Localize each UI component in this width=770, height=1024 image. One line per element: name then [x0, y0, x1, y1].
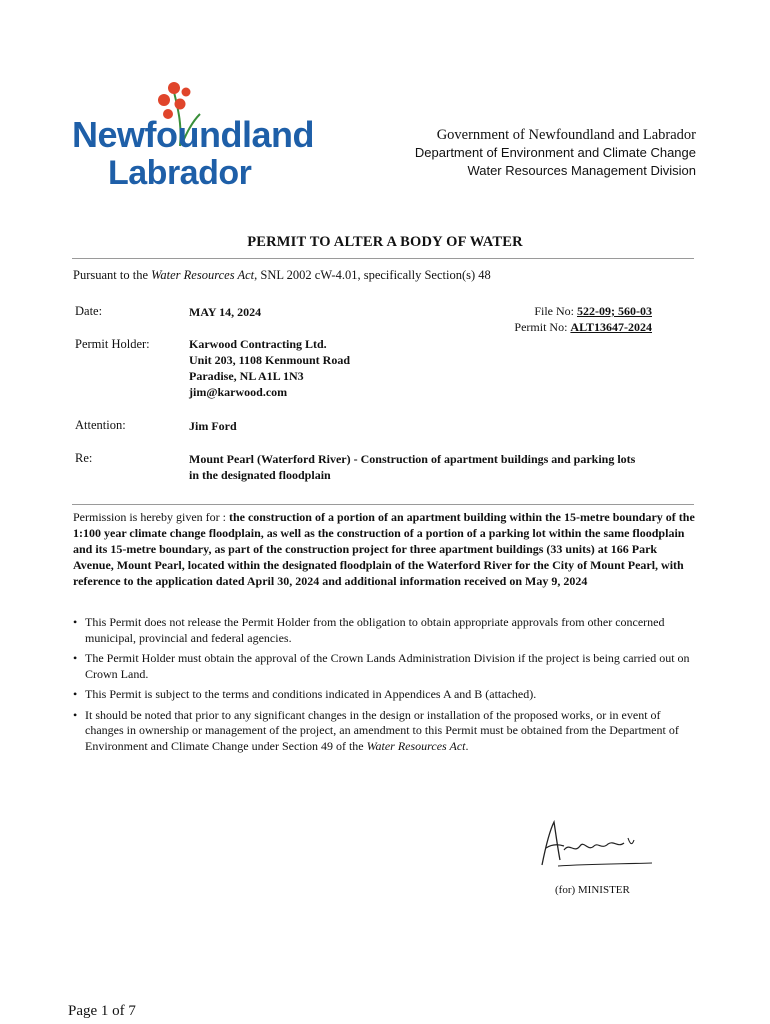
attention-label: Attention: [75, 418, 126, 432]
attention-value: Jim Ford [189, 419, 237, 433]
permission-paragraph [73, 509, 697, 589]
newfoundland-labrador-logo [70, 74, 314, 194]
holder-line: Unit 203, 1108 Kenmount Road [189, 353, 351, 367]
pursuant-prefix: Pursuant to the [73, 268, 152, 282]
file-no-label: File No: [534, 304, 577, 318]
logo-word-labrador: Labrador [108, 154, 252, 192]
holder-email: jim@karwood.com [189, 385, 288, 399]
government-name: Government of Newfoundland and Labrador [436, 127, 696, 143]
condition-text: This Permit is subject to the terms and conditions indicated in Appendices A and B (attached). [85, 687, 537, 701]
file-permit-numbers [514, 303, 652, 335]
signature-caption: (for) MINISTER [555, 884, 630, 896]
list-item [73, 687, 697, 703]
permit-no-line [514, 319, 652, 335]
list-item [73, 651, 697, 682]
file-no-line [514, 303, 652, 319]
department-name: Department of Environment and Climate Change [414, 145, 696, 160]
permit-no-value: ALT13647-2024 [570, 320, 652, 334]
permit-holder-address [189, 336, 350, 400]
permission-prefix: Permission is hereby given for : [73, 510, 229, 524]
document-title: PERMIT TO ALTER A BODY OF WATER [247, 234, 523, 250]
date-value: MAY 14, 2024 [189, 305, 262, 319]
condition-text: It should be noted that prior to any significant changes in the design or installation of the proposed works, or in event of changes in ownership or management of the project, an amendment to this Permit must be obtained from the Department of Environment and Climate Change under Section 49 of the [85, 707, 679, 753]
pursuant-line [73, 268, 491, 283]
file-no-value: 522-09; 560-03 [577, 304, 652, 318]
holder-line: Paradise, NL A1L 1N3 [189, 369, 304, 383]
holder-line: Karwood Contracting Ltd. [189, 337, 327, 351]
list-item [73, 615, 697, 646]
logo-word-newfoundland: Newfoundland [72, 114, 314, 155]
condition-text: . [465, 738, 469, 753]
page-number: Page 1 of 7 [68, 1003, 136, 1019]
title-divider [72, 258, 694, 259]
handwritten-signature [528, 810, 658, 880]
list-item [73, 708, 697, 755]
date-label: Date: [75, 304, 103, 318]
condition-text: The Permit Holder must obtain the approval of the Crown Lands Administration Division if the project is being carried out on Crown Land. [85, 651, 690, 681]
re-label: Re: [75, 451, 93, 465]
permission-body: the construction of a portion of an apartment building within the 15-metre boundary of the 1:100 year climate change floodplain, as well as the construction of a portion of a parking lot within the same floodplain and its 15-metre boundary, as part of the construction project for three apartment buildings (33 units) at 166 Park Avenue, Mount Pearl, located within the designated floodplain of the Waterford River for the City of Mount Pearl, with reference to the application dated April 30, 2024 and additional information received on May 9, 2024 [73, 510, 695, 588]
pursuant-suffix: , SNL 2002 cW-4.01, specifically Section(s) 48 [254, 268, 491, 282]
re-subject [189, 451, 635, 483]
re-line: Mount Pearl (Waterford River) - Construction of apartment buildings and parking lots [189, 452, 636, 466]
section-divider [72, 504, 694, 505]
conditions-list [73, 615, 697, 759]
permit-holder-label: Permit Holder: [75, 337, 150, 351]
act-name: Water Resources Act [366, 738, 466, 753]
permit-no-label: Permit No: [514, 320, 571, 334]
division-name: Water Resources Management Division [467, 163, 696, 178]
condition-text: This Permit does not release the Permit Holder from the obligation to obtain appropriate approvals from other concerned municipal, provincial and federal agencies. [85, 615, 665, 645]
act-name: Water Resources Act [151, 268, 255, 282]
letterhead [415, 126, 696, 180]
re-line: in the designated floodplain [189, 468, 331, 482]
